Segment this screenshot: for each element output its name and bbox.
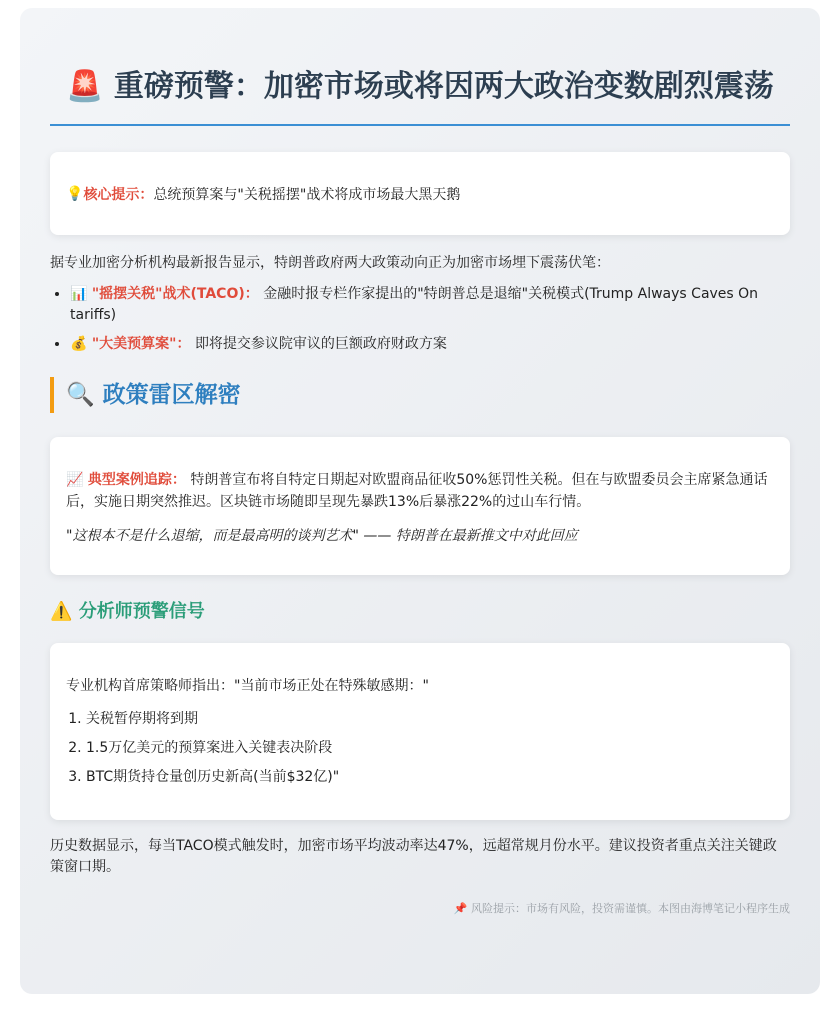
bullet-label: "大美预算案"： (91, 336, 191, 352)
page-title (50, 8, 790, 110)
money-bag-icon: 💰 (70, 336, 88, 352)
poster-card (20, 8, 820, 994)
siren-icon: 🚨 (66, 69, 104, 104)
section-heading-policy (50, 377, 790, 413)
case-card (50, 437, 790, 575)
case-paragraph (66, 469, 774, 513)
title-divider (50, 124, 790, 126)
bullet-text: 即将提交参议院审议的巨额政府财政方案 (194, 336, 447, 352)
warning-icon: ⚠️ (50, 601, 73, 622)
bullet-text: 金融时报专栏作家提出的"特朗普总是退缩"关税模式(Trump Always Caves On tariffs) (70, 286, 759, 323)
signals-list (66, 705, 774, 792)
footer-text: 风险提示：市场有风险，投资需谨慎。本图由海博笔记小程序生成 (471, 902, 790, 915)
case-text: 特朗普宣布将自特定日期起对欧盟商品征收50%惩罚性关税。但在与欧盟委员会主席紧急通话后，实施日期突然推迟。区块链市场随即呈现先暴跌13%后暴涨22%的过山车行情。 (66, 472, 768, 510)
hint-text: 总统预算案与"关税摇摆"战术将成市场最大黑天鹅 (153, 186, 461, 203)
list-item (70, 284, 790, 326)
outro-paragraph: 历史数据显示，每当TACO模式触发时，加密市场平均波动率达47%，远超常规月份水平。建议投资者重点关注关键政策窗口期。 (50, 838, 777, 875)
bar-chart-icon: 📊 (70, 286, 88, 302)
list-item (70, 334, 790, 355)
signals-lead: 专业机构首席策略师指出："当前市场正处在特殊敏感期：" (66, 678, 429, 694)
section-heading-warning (50, 599, 790, 625)
signals-card (50, 643, 790, 820)
section-title: 政策雷区解密 (102, 382, 241, 408)
hint-label: 核心提示： (83, 186, 154, 203)
magnifier-icon: 🔍 (66, 382, 95, 408)
list-item: 1. 关税暂停期将到期 (86, 705, 774, 734)
risk-footer (50, 900, 790, 916)
bullet-label: "摇摆关税"战术(TACO)： (91, 286, 259, 302)
page-title-text: 重磅预警：加密市场或将因两大政治变数剧烈震荡 (113, 69, 774, 104)
section-title: 分析师预警信号 (78, 601, 205, 622)
chart-up-icon: 📈 (66, 472, 84, 488)
policy-list (50, 284, 790, 355)
pushpin-icon: 📌 (453, 902, 468, 915)
list-item: 3. BTC期货持仓量创历史新高(当前$32亿)" (86, 763, 774, 792)
lightbulb-icon: 💡 (66, 185, 84, 202)
case-label: 典型案例追踪： (87, 472, 186, 488)
core-hint-card (50, 152, 790, 235)
trump-quote: "这根本不是什么退缩，而是最高明的谈判艺术" —— 特朗普在最新推文中对此回应 (66, 528, 578, 544)
intro-paragraph: 据专业加密分析机构最新报告显示，特朗普政府两大政策动向正为加密市场埋下震荡伏笔： (50, 255, 610, 271)
list-item: 2. 1.5万亿美元的预算案进入关键表决阶段 (86, 734, 774, 763)
